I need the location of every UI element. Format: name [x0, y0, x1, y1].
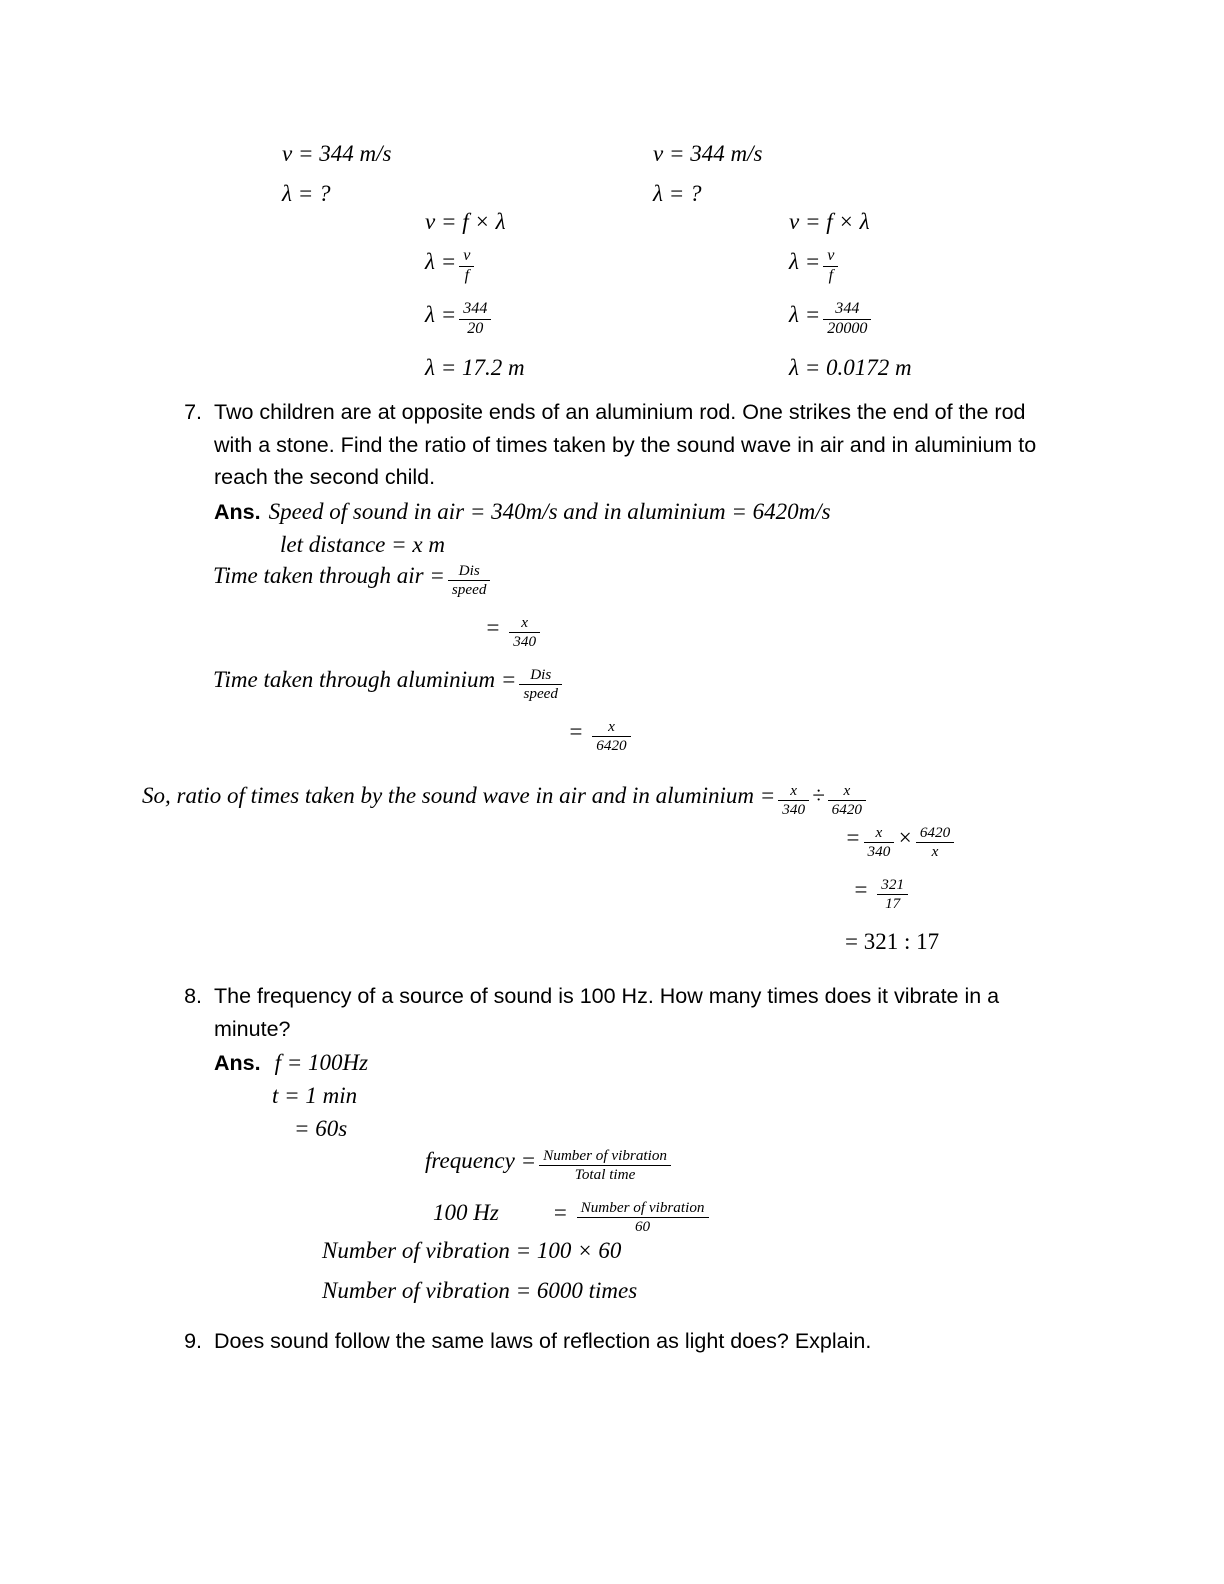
right-step-rearranged — [789, 246, 912, 285]
time-aluminium-equals: = — [500, 666, 517, 692]
question-7-speeds: Speed of sound in air = 340m/s and in aluminium = 6420m/s — [268, 499, 831, 525]
question-8-ans-label: Ans. — [214, 1051, 261, 1076]
ratio-first-fraction — [778, 783, 809, 818]
question-7-row — [176, 396, 1176, 561]
left-step-rearranged — [425, 246, 525, 285]
frequency-substituted-lhs: 100 Hz — [433, 1199, 499, 1225]
ratio-second-fraction — [828, 783, 866, 818]
time-aluminium-sub-line — [213, 716, 634, 754]
time-air-denominator: speed — [451, 581, 487, 599]
ratio-second-numerator: x — [828, 783, 866, 801]
right-substituted-denominator: 20000 — [827, 320, 868, 337]
time-air-equals: = — [429, 563, 445, 588]
ratio-final-answer: = 321 : 17 — [845, 928, 940, 954]
question-9-block — [176, 1325, 1176, 1358]
left-rearranged-denominator: f — [464, 267, 470, 285]
time-air-sub-denominator: 340 — [513, 633, 537, 650]
question-8-number: 8. — [184, 984, 202, 1008]
frequency-substituted-numerator: Number of vibration — [577, 1200, 709, 1218]
ratio-second-denominator: 6420 — [831, 801, 863, 819]
left-substituted-fraction — [459, 301, 491, 338]
ratio-step-2-numerator-a: x — [864, 825, 895, 843]
question-7-number: 7. — [184, 400, 202, 424]
time-air-sub-numerator: x — [509, 615, 540, 633]
question-8-answer-line-3 — [214, 1113, 1176, 1146]
left-given-wavelength: λ = ? — [282, 181, 331, 207]
right-step-substituted — [789, 299, 912, 338]
time-air-sub-fraction — [509, 615, 540, 650]
question-8-working-frequency — [425, 1145, 712, 1235]
right-rearranged-fraction — [823, 248, 838, 285]
frequency-definition-numerator: Number of vibration — [539, 1148, 671, 1166]
ratio-step-3-denominator: 17 — [885, 895, 901, 912]
ratio-conclusion-line — [142, 780, 869, 818]
worked-example-left-steps — [425, 206, 525, 383]
question-9-row — [176, 1325, 1176, 1358]
question-8-time-seconds: = 60s — [294, 1115, 348, 1141]
left-result: λ = 17.2 m — [425, 354, 525, 380]
question-7-working — [213, 560, 634, 754]
question-8-given-time: t = 1 min — [272, 1083, 358, 1109]
time-air-numerator: Dis — [448, 563, 491, 581]
left-substituted-denominator: 20 — [467, 320, 484, 337]
ratio-step-2-fraction-b — [916, 825, 954, 860]
ratio-step-2-denominator-a: 340 — [867, 843, 891, 861]
question-8-answer-line-2 — [214, 1080, 1176, 1113]
question-7-block — [176, 396, 1176, 561]
left-rearranged-numerator: v — [459, 248, 474, 267]
ratio-first-denominator: 340 — [782, 801, 806, 819]
ratio-lead-text: So, ratio of times taken by the sound wave in air and in aluminium = — [142, 783, 776, 808]
ratio-step-3-equals: = — [853, 876, 869, 902]
ratio-step-2-numerator-b: 6420 — [916, 825, 954, 843]
ratio-multiply-operator: × — [897, 825, 913, 850]
left-substituted-numerator: 344 — [459, 301, 491, 320]
left-formula: v = f × λ — [425, 209, 506, 234]
frequency-definition-denominator: Total time — [574, 1166, 636, 1184]
right-given-velocity: v = 344 m/s — [653, 141, 763, 166]
frequency-substituted-line — [425, 1197, 712, 1235]
left-given-velocity: v = 344 m/s — [282, 141, 392, 166]
ratio-step-3-fraction — [877, 877, 908, 912]
frequency-substituted-denominator: 60 — [634, 1218, 651, 1235]
time-air-sub-line — [213, 612, 634, 650]
question-9-text: Does sound follow the same laws of reflection as light does? Explain. — [214, 1329, 872, 1353]
right-step-rearranged-lhs: λ = — [789, 249, 821, 275]
number-of-vibration-expression: Number of vibration = 100 × 60 — [322, 1238, 622, 1263]
right-given-wavelength: λ = ? — [653, 181, 702, 207]
frequency-substituted-equals: = — [552, 1199, 568, 1225]
worked-example-right-given — [653, 138, 762, 209]
left-step-rearranged-lhs: λ = — [425, 249, 457, 275]
question-8-text: The frequency of a source of sound is 100 Hz. How many times does it vibrate in a minute? — [214, 984, 1000, 1041]
time-air-label: Time taken through air — [213, 563, 424, 588]
ratio-step-2-equals: = — [845, 825, 861, 850]
question-7-let-distance: let distance = x m — [280, 531, 445, 557]
right-substituted-fraction — [823, 301, 871, 338]
ratio-steps-right-column — [845, 822, 957, 957]
ratio-step-2-denominator-b: x — [931, 843, 939, 861]
right-substituted-numerator: 344 — [823, 301, 871, 320]
question-8-body — [214, 980, 1176, 1145]
time-aluminium-label: Time taken through aluminium — [213, 666, 496, 692]
question-8-working-result — [322, 1235, 637, 1306]
left-step-substituted — [425, 299, 525, 338]
ratio-divide-operator: ÷ — [812, 783, 825, 808]
question-7-body — [214, 396, 1176, 561]
frequency-definition-line — [425, 1145, 712, 1183]
time-aluminium-line — [213, 664, 634, 702]
left-rearranged-fraction — [459, 248, 474, 285]
frequency-label: frequency — [425, 1148, 515, 1173]
right-substituted-lhs: λ = — [789, 301, 821, 327]
time-air-sub-equals: = — [485, 614, 501, 640]
worked-example-left-given — [282, 138, 391, 209]
ratio-step-2-fraction-a — [864, 825, 895, 860]
question-7-ans-label: Ans. — [214, 500, 261, 525]
question-9-number: 9. — [184, 1329, 202, 1353]
frequency-substituted-fraction — [577, 1200, 709, 1235]
question-8-answer-line-1 — [214, 1047, 1176, 1080]
right-result: λ = 0.0172 m — [789, 354, 912, 380]
question-7-text: Two children are at opposite ends of an aluminium rod. One strikes the end of the rod with a stone. Find the ratio of times taken by the sound wave in air and in aluminium to reach the second child. — [214, 400, 1037, 490]
time-aluminium-sub-fraction — [592, 719, 630, 754]
question-8-given-frequency: f = 100Hz — [274, 1050, 369, 1076]
ratio-first-numerator: x — [778, 783, 809, 801]
ratio-step-2 — [845, 822, 957, 860]
number-of-vibration-result: Number of vibration = 6000 times — [322, 1278, 638, 1304]
question-7-answer-line-1 — [214, 496, 1176, 529]
worked-example-right-steps — [789, 206, 912, 383]
ratio-lead-line — [142, 780, 869, 818]
time-aluminium-denominator: speed — [523, 684, 558, 702]
time-aluminium-sub-denominator: 6420 — [596, 736, 627, 754]
time-aluminium-sub-equals: = — [568, 718, 584, 744]
time-aluminium-fraction — [519, 667, 562, 702]
time-aluminium-sub-numerator: x — [592, 719, 630, 737]
frequency-definition-fraction — [539, 1148, 671, 1183]
frequency-equals: = — [520, 1148, 537, 1173]
question-9-body — [214, 1325, 1176, 1358]
time-aluminium-numerator: Dis — [519, 667, 562, 685]
right-rearranged-denominator: f — [828, 267, 834, 285]
right-formula: v = f × λ — [789, 209, 870, 234]
time-air-fraction — [448, 563, 491, 598]
time-air-line — [213, 560, 634, 598]
ratio-step-3 — [845, 874, 957, 912]
question-8-row — [176, 980, 1176, 1145]
question-8-block — [176, 980, 1176, 1145]
ratio-step-3-numerator: 321 — [877, 877, 908, 895]
right-rearranged-numerator: v — [823, 248, 838, 267]
left-substituted-lhs: λ = — [425, 301, 457, 327]
question-7-answer-line-2 — [214, 529, 1176, 562]
